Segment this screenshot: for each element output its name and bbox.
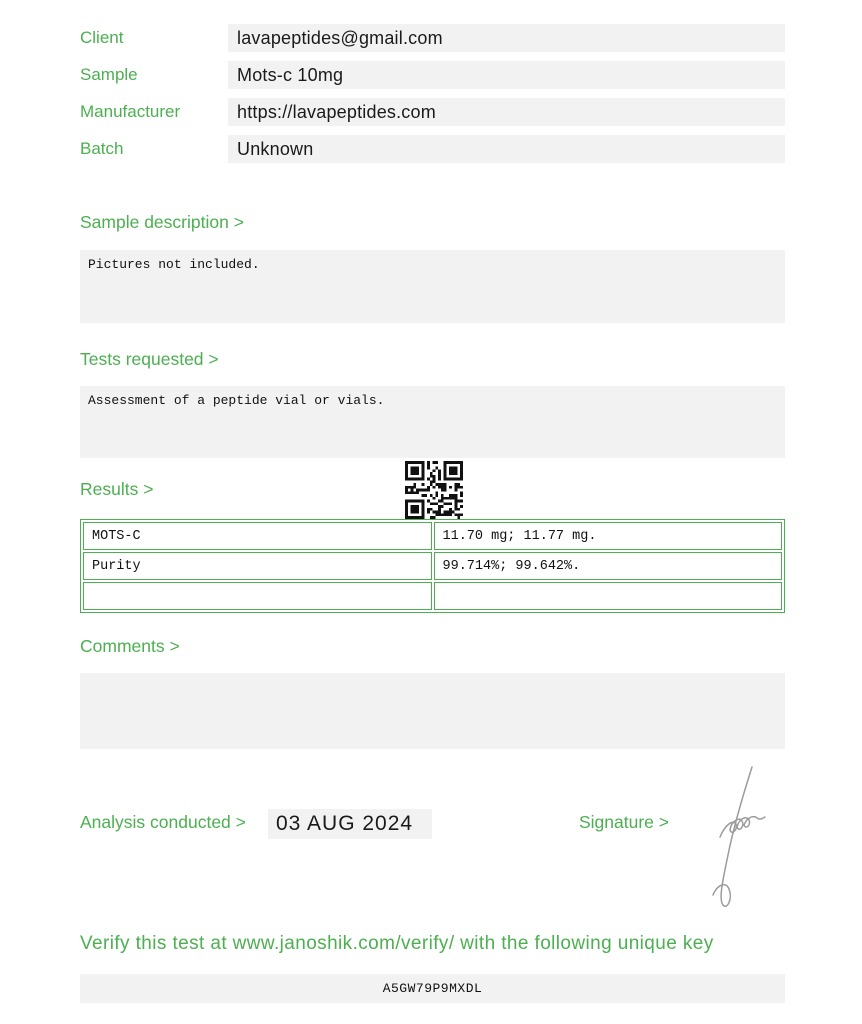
sample-label: Sample xyxy=(80,65,138,84)
results-heading: Results > xyxy=(80,479,154,499)
table-row xyxy=(83,582,782,610)
analysis-date: 03 AUG 2024 xyxy=(268,809,432,839)
meta-row-sample xyxy=(80,61,785,89)
analysis-conducted-label: Analysis conducted > xyxy=(80,812,246,832)
client-value: lavapeptides@gmail.com xyxy=(228,24,785,52)
qr-code-icon xyxy=(405,461,463,519)
client-label: Client xyxy=(80,28,124,47)
result-value-cell xyxy=(434,582,783,610)
comments-box xyxy=(80,673,785,749)
batch-value: Unknown xyxy=(228,135,785,163)
batch-label: Batch xyxy=(80,139,124,158)
meta-row-client xyxy=(80,24,785,52)
verify-key: A5GW79P9MXDL xyxy=(80,974,785,1003)
tests-requested-box xyxy=(80,386,785,458)
tests-requested-heading: Tests requested > xyxy=(80,349,219,369)
manufacturer-label: Manufacturer xyxy=(80,102,181,121)
manufacturer-value: https://lavapeptides.com xyxy=(228,98,785,126)
signature-image xyxy=(698,763,776,921)
result-value-cell: 99.714%; 99.642%. xyxy=(434,552,783,580)
result-name-cell: MOTS-C xyxy=(83,522,432,550)
sample-description-heading: Sample description > xyxy=(80,212,244,232)
result-value-cell: 11.70 mg; 11.77 mg. xyxy=(434,522,783,550)
sample-value: Mots-c 10mg xyxy=(228,61,785,89)
sample-description-box xyxy=(80,250,785,323)
verify-instruction: Verify this test at www.janoshik.com/verify/ with the following unique key xyxy=(80,933,714,954)
sample-description-text: Pictures not included. xyxy=(88,257,260,272)
table-row xyxy=(83,522,782,550)
meta-fields xyxy=(80,24,785,172)
tests-requested-text: Assessment of a peptide vial or vials. xyxy=(88,393,385,408)
table-row xyxy=(83,552,782,580)
meta-row-manufacturer xyxy=(80,98,785,126)
comments-heading: Comments > xyxy=(80,636,180,656)
meta-row-batch xyxy=(80,135,785,163)
signature-label: Signature > xyxy=(579,812,669,832)
results-table xyxy=(80,519,785,613)
result-name-cell: Purity xyxy=(83,552,432,580)
result-name-cell xyxy=(83,582,432,610)
